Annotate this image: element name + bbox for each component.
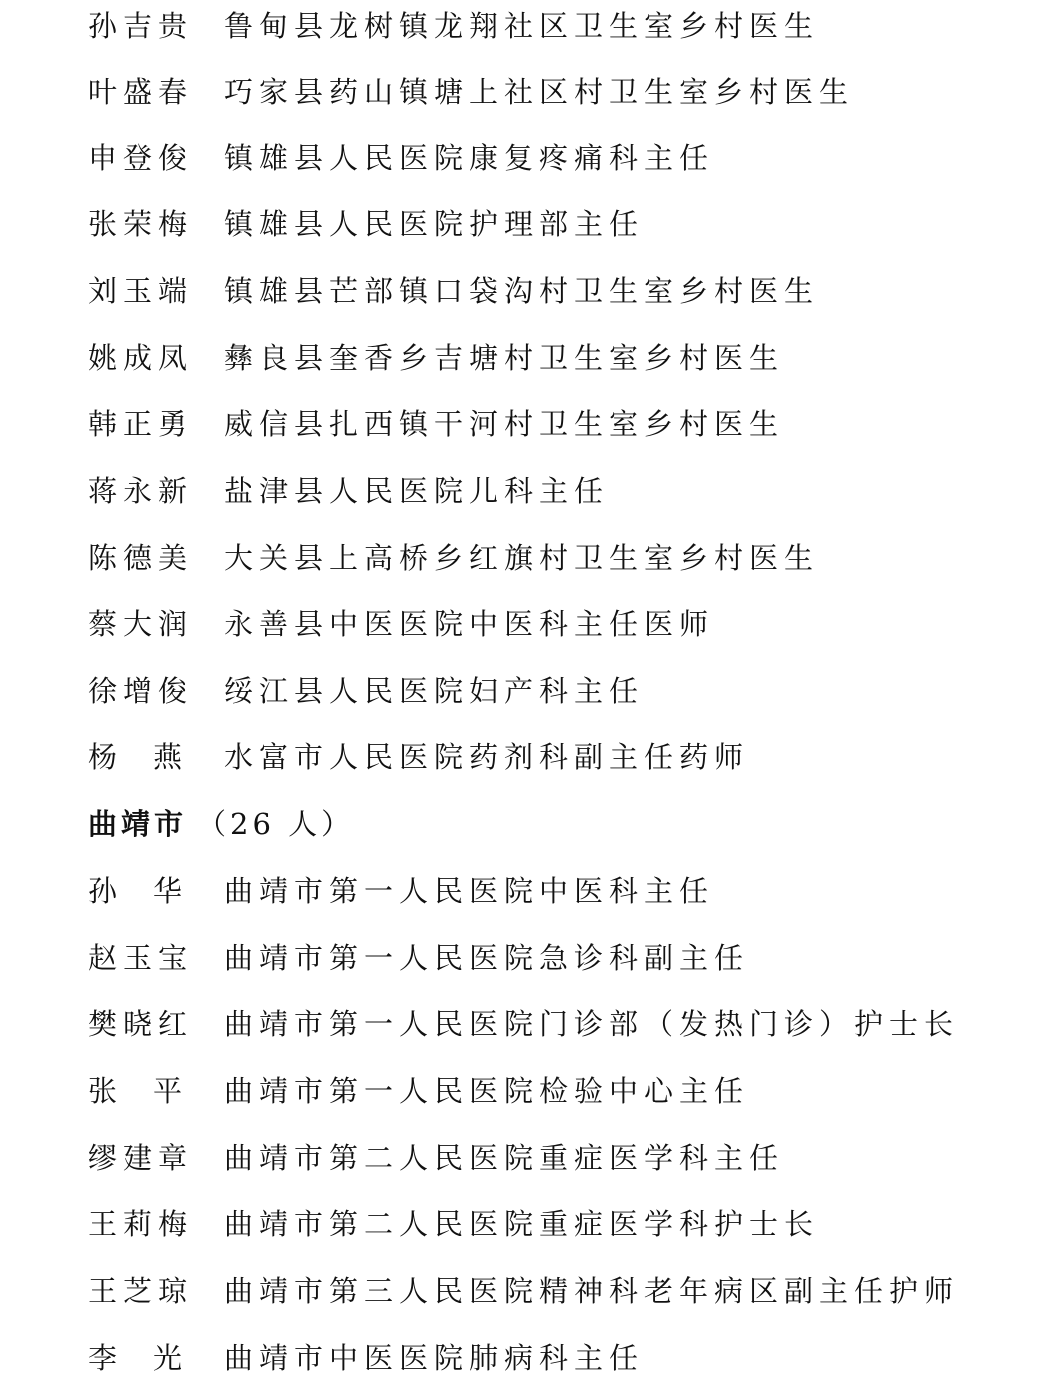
person-name: 赵玉宝 xyxy=(88,940,194,975)
person-title: 镇雄县芒部镇口袋沟村卫生室乡村医生 xyxy=(224,273,820,308)
list-item xyxy=(88,869,714,909)
person-title: 曲靖市第三人民医院精神科老年病区副主任护师 xyxy=(224,1273,960,1308)
person-title: 曲靖市第一人民医院中医科主任 xyxy=(224,873,715,908)
section-heading xyxy=(88,802,354,842)
person-title: 曲靖市第二人民医院重症医学科护士长 xyxy=(224,1206,820,1241)
list-item xyxy=(88,202,644,242)
list-item xyxy=(88,136,714,176)
person-name: 王莉梅 xyxy=(88,1206,194,1241)
list-item xyxy=(88,735,749,775)
list-item xyxy=(88,70,854,110)
section-count: （26 人） xyxy=(197,806,355,841)
list-item xyxy=(88,402,784,442)
person-name: 孙吉贵 xyxy=(88,8,194,43)
person-title: 水富市人民医院药剂科副主任药师 xyxy=(224,739,750,774)
person-name: 樊晓红 xyxy=(88,1006,194,1041)
person-name: 杨燕 xyxy=(88,739,219,774)
person-title: 镇雄县人民医院康复疼痛科主任 xyxy=(224,140,715,175)
person-name: 王芝琼 xyxy=(88,1273,194,1308)
person-title: 鲁甸县龙树镇龙翔社区卫生室乡村医生 xyxy=(224,8,820,43)
list-item xyxy=(88,602,714,642)
person-title: 曲靖市第一人民医院门诊部（发热门诊）护士长 xyxy=(224,1006,960,1041)
section-title: 曲靖市 xyxy=(88,806,188,841)
person-name: 张平 xyxy=(88,1073,219,1108)
person-name: 徐增俊 xyxy=(88,673,194,708)
person-name: 蔡大润 xyxy=(88,606,194,641)
person-title: 巧家县药山镇塘上社区村卫生室乡村医生 xyxy=(224,74,855,109)
list-item xyxy=(88,336,784,376)
list-item xyxy=(88,1069,749,1109)
person-title: 曲靖市中医医院肺病科主任 xyxy=(224,1340,645,1375)
list-item xyxy=(88,936,749,976)
list-item xyxy=(88,269,819,309)
person-title: 曲靖市第一人民医院急诊科副主任 xyxy=(224,940,750,975)
person-name: 申登俊 xyxy=(88,140,194,175)
person-title: 盐津县人民医院儿科主任 xyxy=(224,473,610,508)
person-title: 威信县扎西镇干河村卫生室乡村医生 xyxy=(224,406,785,441)
person-title: 曲靖市第二人民医院重症医学科主任 xyxy=(224,1140,785,1175)
person-name: 蒋永新 xyxy=(88,473,194,508)
list-item xyxy=(88,1002,959,1042)
list-item xyxy=(88,469,609,509)
person-title: 大关县上高桥乡红旗村卫生室乡村医生 xyxy=(224,540,820,575)
person-name: 陈德美 xyxy=(88,540,194,575)
person-title: 镇雄县人民医院护理部主任 xyxy=(224,206,645,241)
list-item xyxy=(88,4,819,44)
person-title: 彝良县奎香乡吉塘村卫生室乡村医生 xyxy=(224,340,785,375)
list-item xyxy=(88,1202,819,1242)
person-name: 姚成凤 xyxy=(88,340,194,375)
person-title: 永善县中医医院中医科主任医师 xyxy=(224,606,715,641)
person-name: 孙华 xyxy=(88,873,219,908)
list-item xyxy=(88,536,819,576)
list-item xyxy=(88,669,644,709)
list-item xyxy=(88,1136,784,1176)
person-title: 绥江县人民医院妇产科主任 xyxy=(224,673,645,708)
list-item xyxy=(88,1269,959,1309)
person-name: 张荣梅 xyxy=(88,206,194,241)
person-name: 叶盛春 xyxy=(88,74,194,109)
person-title: 曲靖市第一人民医院检验中心主任 xyxy=(224,1073,750,1108)
person-name: 李光 xyxy=(88,1340,219,1375)
person-name: 缪建章 xyxy=(88,1140,194,1175)
person-name: 刘玉端 xyxy=(88,273,194,308)
list-item xyxy=(88,1336,644,1376)
person-name: 韩正勇 xyxy=(88,406,194,441)
